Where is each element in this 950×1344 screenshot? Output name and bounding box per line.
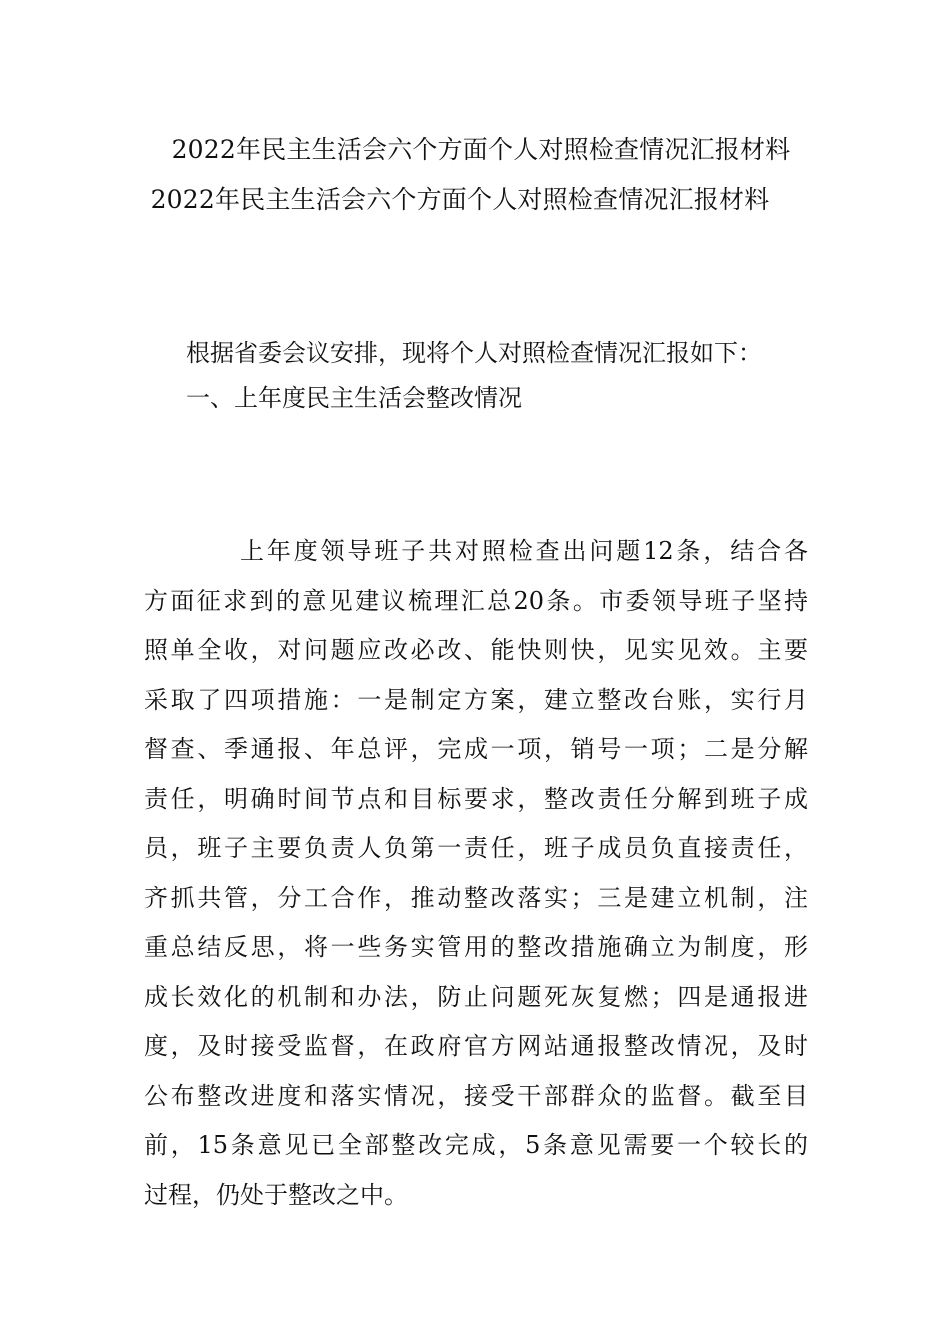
paragraph-line: 方面征求到的意见建议梳理汇总20条。市委领导班子坚持 [144, 586, 808, 615]
paragraph-line: 公布整改进度和落实情况，接受干部群众的监督。截至目 [144, 1081, 808, 1110]
paragraph-line: 前，15条意见已全部整改完成，5条意见需要一个较长的 [144, 1131, 808, 1159]
paragraph-line: 督查、季通报、年总评，完成一项，销号一项；二是分解 [144, 735, 808, 763]
intro-sentence: 根据省委会议安排，现将个人对照检查情况汇报如下： [186, 339, 762, 367]
paragraph-line: 照单全收，对问题应改必改、能快则快，见实见效。主要 [144, 636, 808, 664]
paragraph-line: 采取了四项措施：一是制定方案，建立整改台账，实行月 [144, 685, 808, 714]
paragraph-line: 重总结反思，将一些务实管用的整改措施确立为制度，形 [144, 933, 808, 961]
paragraph-line: 上年度领导班子共对照检查出问题12条，结合各 [240, 537, 808, 565]
paragraph-line: 齐抓共管，分工合作，推动整改落实；三是建立机制，注 [144, 883, 808, 912]
paragraph-line: 成长效化的机制和办法，防止问题死灰复燃；四是通报进 [144, 982, 808, 1011]
paragraph-line: 过程，仍处于整改之中。 [144, 1180, 408, 1209]
section-heading: 一、上年度民主生活会整改情况 [186, 384, 522, 412]
body-paragraph [144, 534, 808, 1227]
document-title-line-2: 2022年民主生活会六个方面个人对照检查情况汇报材料 [150, 185, 770, 214]
paragraph-line: 度，及时接受监督，在政府官方网站通报整改情况，及时 [144, 1032, 808, 1060]
document-title-line-1: 2022年民主生活会六个方面个人对照检查情况汇报材料 [171, 135, 791, 164]
paragraph-line: 员，班子主要负责人负第一责任，班子成员负直接责任， [144, 834, 808, 862]
paragraph-line: 责任，明确时间节点和目标要求，整改责任分解到班子成 [144, 784, 808, 813]
